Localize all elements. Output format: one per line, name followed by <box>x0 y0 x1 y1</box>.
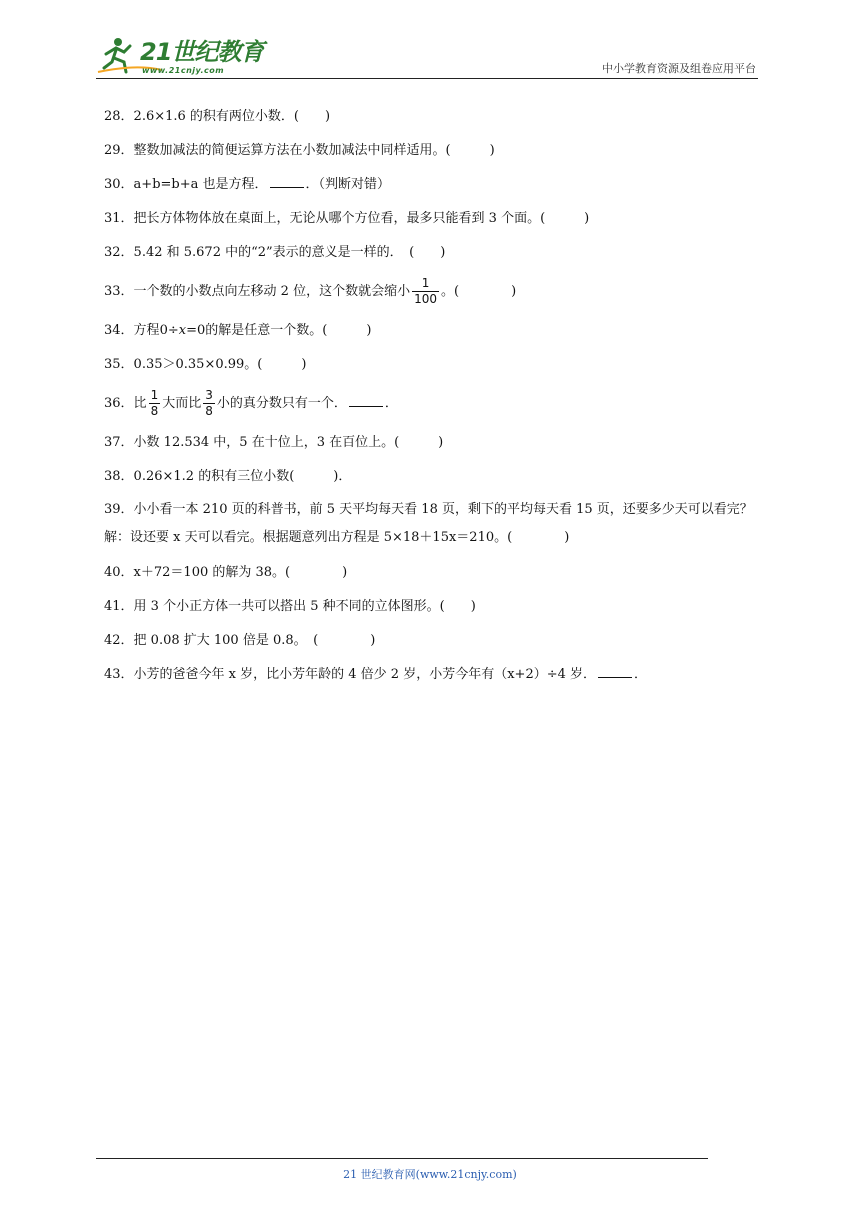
logo-url: www.21cnjy.com <box>142 66 225 75</box>
footer-link[interactable]: 21 世纪教育网(www.21cnjy.com) <box>343 1168 517 1181</box>
question-32: 32．5.42 和 5.672 中的“2”表示的意义是一样的． ( ) <box>104 245 446 260</box>
question-29: 29．整数加减法的简便运算方法在小数加减法中同样适用。( ) <box>104 143 495 158</box>
question-34: 34．方程0÷x=0的解是任意一个数。( ) <box>104 323 372 338</box>
answer-blank[interactable] <box>598 665 632 678</box>
question-43: 43．小芳的爸爸今年 x 岁，比小芳年龄的 4 倍少 2 岁，小芳今年有（x+2）÷4 岁． ． <box>104 667 648 682</box>
answer-blank[interactable] <box>349 394 383 407</box>
question-42: 42．把 0.08 扩大 100 倍是 0.8。 ( ) <box>104 633 376 648</box>
page-header <box>0 0 860 80</box>
answer-blank[interactable] <box>270 175 304 188</box>
header-divider <box>96 78 758 79</box>
question-30: 30．a+b=b+a 也是方程． ．（判断对错） <box>104 177 391 192</box>
question-36: 36．比 $\frac{1}{8}$ 大而比 $\frac{3}{8}$ 小的真分数只有一个． ． <box>104 388 398 418</box>
question-28: 28．2.6×1.6 的积有两位小数．( ) <box>104 109 331 124</box>
equation: 0÷x=0 <box>159 323 206 338</box>
logo-text: 21世纪教育 <box>140 38 264 66</box>
question-35: 35．0.35＞0.35×0.99。( ) <box>104 357 307 372</box>
header-tagline: 中小学教育资源及组卷应用平台 <box>602 62 756 75</box>
question-38: 38．0.26×1.2 的积有三位小数( )． <box>104 469 352 484</box>
footer-divider <box>96 1158 708 1159</box>
question-37: 37．小数 12.534 中，5 在十位上，3 在百位上。( ) <box>104 435 444 450</box>
question-33: 33．一个数的小数点向左移动 2 位，这个数就会缩小 $\frac{1}{100}$ 。( ) <box>104 276 517 306</box>
fraction: $\frac{3}{8}$ <box>205 388 213 418</box>
question-40: 40．x＋72＝100 的解为 38。( ) <box>104 565 348 580</box>
question-41: 41．用 3 个小正方体一共可以搭出 5 种不同的立体图形。( ) <box>104 599 476 614</box>
question-list <box>104 100 770 692</box>
question-31: 31．把长方体物体放在桌面上，无论从哪个方位看，最多只能看到 3 个面。( ) <box>104 211 590 226</box>
question-39: 39．小小看一本 210 页的科普书，前 5 天平均每天看 18 页，剩下的平均每天看 15 页，还要多少天可以看完？解：设还要 x 天可以看完。根据题意列出方程是 5×18＋15x＝210。( ) <box>104 502 753 545</box>
fraction: $\frac{1}{100}$ <box>414 276 437 306</box>
fraction: $\frac{1}{8}$ <box>150 388 159 418</box>
